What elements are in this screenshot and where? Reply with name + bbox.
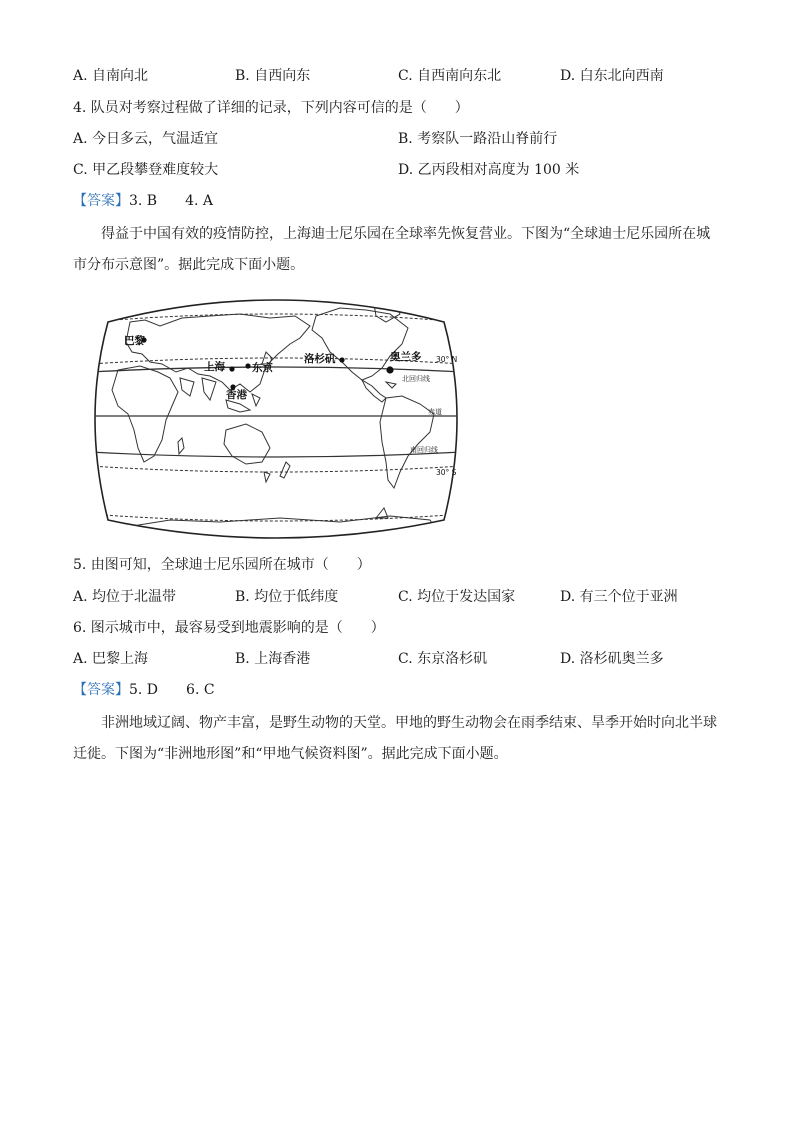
q5-stem: 5. 由图可知，全球迪士尼乐园所在城市（ ） xyxy=(73,557,371,573)
losangeles-dot xyxy=(339,357,344,362)
answer-line-1 xyxy=(73,191,213,211)
answer-text: 5. D 6. C xyxy=(129,682,215,698)
q3-option-c: C. 自西南向东北 xyxy=(398,68,502,84)
answer-text: 3. B 4. A xyxy=(129,193,214,209)
map-frame xyxy=(95,300,457,538)
orlando-label: 奥兰多 xyxy=(390,351,422,363)
answer-tag: 【答案】 xyxy=(73,682,129,698)
q6-option-b: B. 上海香港 xyxy=(235,651,311,667)
q3-option-b: B. 自西向东 xyxy=(235,68,311,84)
tokyo-label: 东京 xyxy=(252,362,273,374)
intro2-line2: 市分布示意图”。据此完成下面小题。 xyxy=(73,257,305,273)
q5-option-c: C. 均位于发达国家 xyxy=(398,589,516,605)
tropic-north-label: 北回归线 xyxy=(402,375,430,383)
hongkong-label: 香港 xyxy=(226,389,247,401)
intro2-line1: 得益于中国有效的疫情防控，上海迪士尼乐园在全球率先恢复营业。下图为“全球迪士尼乐园所在城 xyxy=(101,226,711,242)
lat-30n-label: 30° N xyxy=(436,355,458,364)
q6-stem: 6. 图示城市中，最容易受到地震影响的是（ ） xyxy=(73,620,385,636)
q4-option-c: C. 甲乙段攀登难度较大 xyxy=(73,162,219,178)
q5-option-a: A. 均位于北温带 xyxy=(73,589,177,605)
q6-option-a: A. 巴黎上海 xyxy=(73,651,149,667)
orlando-dot xyxy=(386,366,393,373)
q6-option-c: C. 东京洛杉矶 xyxy=(398,651,488,667)
tokyo-dot xyxy=(245,363,250,368)
tropic-south-label: 南回归线 xyxy=(410,446,438,454)
equator-label: 赤道 xyxy=(428,408,442,416)
world-disney-map xyxy=(90,292,462,542)
lat-30s-label: 30° S xyxy=(436,468,457,477)
q3-option-d: D. 白东北向西南 xyxy=(560,68,664,84)
q4-option-a: A. 今日多云，气温适宜 xyxy=(73,131,219,147)
losangeles-label: 洛杉矶 xyxy=(304,353,336,365)
q5-option-b: B. 均位于低纬度 xyxy=(235,589,339,605)
shanghai-label: 上海 xyxy=(204,361,225,373)
q4-option-b: B. 考察队一路沿山脊前行 xyxy=(398,131,558,147)
q4-option-d: D. 乙丙段相对高度为 100 米 xyxy=(398,162,580,178)
intro3-line2: 迁徙。下图为“非洲地形图”和“甲地气候资料图”。据此完成下面小题。 xyxy=(73,746,508,762)
answer-line-2 xyxy=(73,680,215,700)
q3-option-a: A. 自南向北 xyxy=(73,68,149,84)
q4-stem: 4. 队员对考察过程做了详细的记录，下列内容可信的是（ ） xyxy=(73,100,469,116)
answer-tag: 【答案】 xyxy=(73,193,129,209)
shanghai-dot xyxy=(229,366,234,371)
q6-option-d: D. 洛杉矶奥兰多 xyxy=(560,651,664,667)
paris-label: 巴黎 xyxy=(124,335,145,347)
q5-option-d: D. 有三个位于亚洲 xyxy=(560,589,678,605)
intro3-line1: 非洲地域辽阔、物产丰富，是野生动物的天堂。甲地的野生动物会在雨季结束、旱季开始时向北半球 xyxy=(101,715,717,731)
